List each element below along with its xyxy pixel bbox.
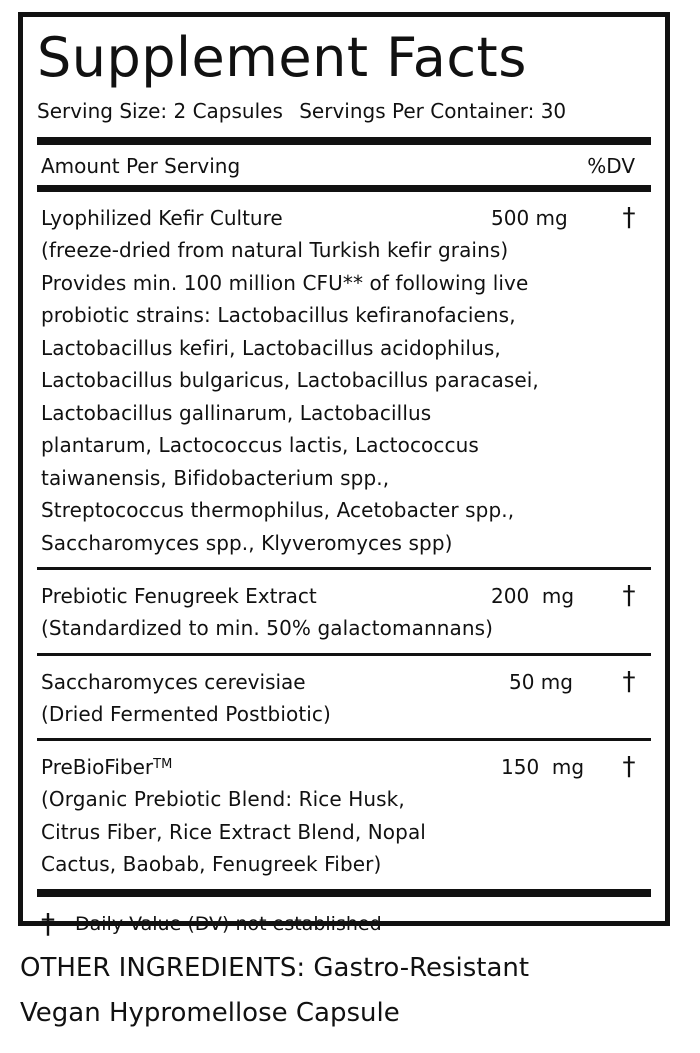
ingredient-dv: † xyxy=(622,752,636,782)
ingredient-dv: † xyxy=(622,581,636,611)
description-line: Lactobacillus kefiri, Lactobacillus acidophilus, xyxy=(41,335,501,360)
description-line: Citrus Fiber, Rice Extract Blend, Nopal xyxy=(41,819,426,844)
divider-thick-bottom xyxy=(37,889,651,897)
description-line: Saccharomyces spp., Klyveromyces spp) xyxy=(41,530,453,555)
ingredient-dv: † xyxy=(622,203,636,233)
ingredient-amount: 150 mg xyxy=(501,755,585,779)
panel-title: Supplement Facts xyxy=(37,26,527,89)
ingredient-name: Saccharomyces cerevisiae xyxy=(41,669,306,694)
ingredient-fenugreek-extract xyxy=(37,570,651,653)
ingredient-description xyxy=(41,234,647,559)
serving-info xyxy=(37,97,651,125)
ingredient-description xyxy=(41,783,647,881)
ingredient-amount: 200 mg xyxy=(491,584,575,608)
dagger-symbol: † xyxy=(41,906,55,940)
servings-per-container: Servings Per Container: 30 xyxy=(299,99,567,123)
ingredient-description xyxy=(41,698,647,731)
ingredient-saccharomyces xyxy=(37,656,651,739)
description-line: (Organic Prebiotic Blend: Rice Husk, xyxy=(41,787,405,811)
description-line: taiwanensis, Bifidobacterium spp., xyxy=(41,465,390,490)
other-ingredients-line: Vegan Hypromellose Capsule xyxy=(20,998,400,1028)
description-line: plantarum, Lactococcus lactis, Lactococcus xyxy=(41,433,479,457)
dv-header-label: %DV xyxy=(587,154,635,178)
ingredient-description xyxy=(41,612,647,645)
other-ingredients xyxy=(20,946,680,1036)
dv-footnote xyxy=(37,897,651,939)
ingredient-kefir-culture xyxy=(37,192,651,567)
description-line: Lactobacillus gallinarum, Lactobacillus xyxy=(41,400,432,425)
supplement-facts-panel xyxy=(18,12,670,940)
other-ingredients-line: OTHER INGREDIENTS: Gastro-Resistant xyxy=(20,953,530,983)
footnote-text: Daily Value (DV) not established xyxy=(75,912,382,935)
ingredient-amount: 50 mg xyxy=(509,669,573,694)
ingredient-name: Lyophilized Kefir Culture xyxy=(41,206,283,230)
ingredient-prebiofiber xyxy=(37,741,651,889)
divider-thick-top xyxy=(37,137,651,145)
ingredient-name-text: PreBioFiber xyxy=(41,755,154,779)
ingredient-dv: † xyxy=(622,666,636,697)
description-line: Provides min. 100 million CFU** of following live xyxy=(41,270,529,295)
trademark-mark: TM xyxy=(153,757,173,772)
description-line: probiotic strains: Lactobacillus kefiranofaciens, xyxy=(41,303,516,327)
description-line: (Dried Fermented Postbiotic) xyxy=(41,701,331,726)
ingredient-name xyxy=(41,751,491,783)
serving-size: Serving Size: 2 Capsules xyxy=(37,99,283,123)
description-line: (Standardized to min. 50% galactomannans) xyxy=(41,616,494,640)
amount-per-serving-label: Amount Per Serving xyxy=(41,154,241,178)
divider-thick-header xyxy=(37,185,651,192)
description-line: (freeze-dried from natural Turkish kefir grains) xyxy=(41,238,509,262)
ingredient-name: Prebiotic Fenugreek Extract xyxy=(41,584,317,608)
description-line: Lactobacillus bulgaricus, Lactobacillus paracasei, xyxy=(41,368,539,392)
amount-header-row xyxy=(37,145,651,185)
ingredient-amount: 500 mg xyxy=(491,206,568,230)
description-line: Streptococcus thermophilus, Acetobacter spp., xyxy=(41,498,515,522)
description-line: Cactus, Baobab, Fenugreek Fiber) xyxy=(41,852,382,876)
